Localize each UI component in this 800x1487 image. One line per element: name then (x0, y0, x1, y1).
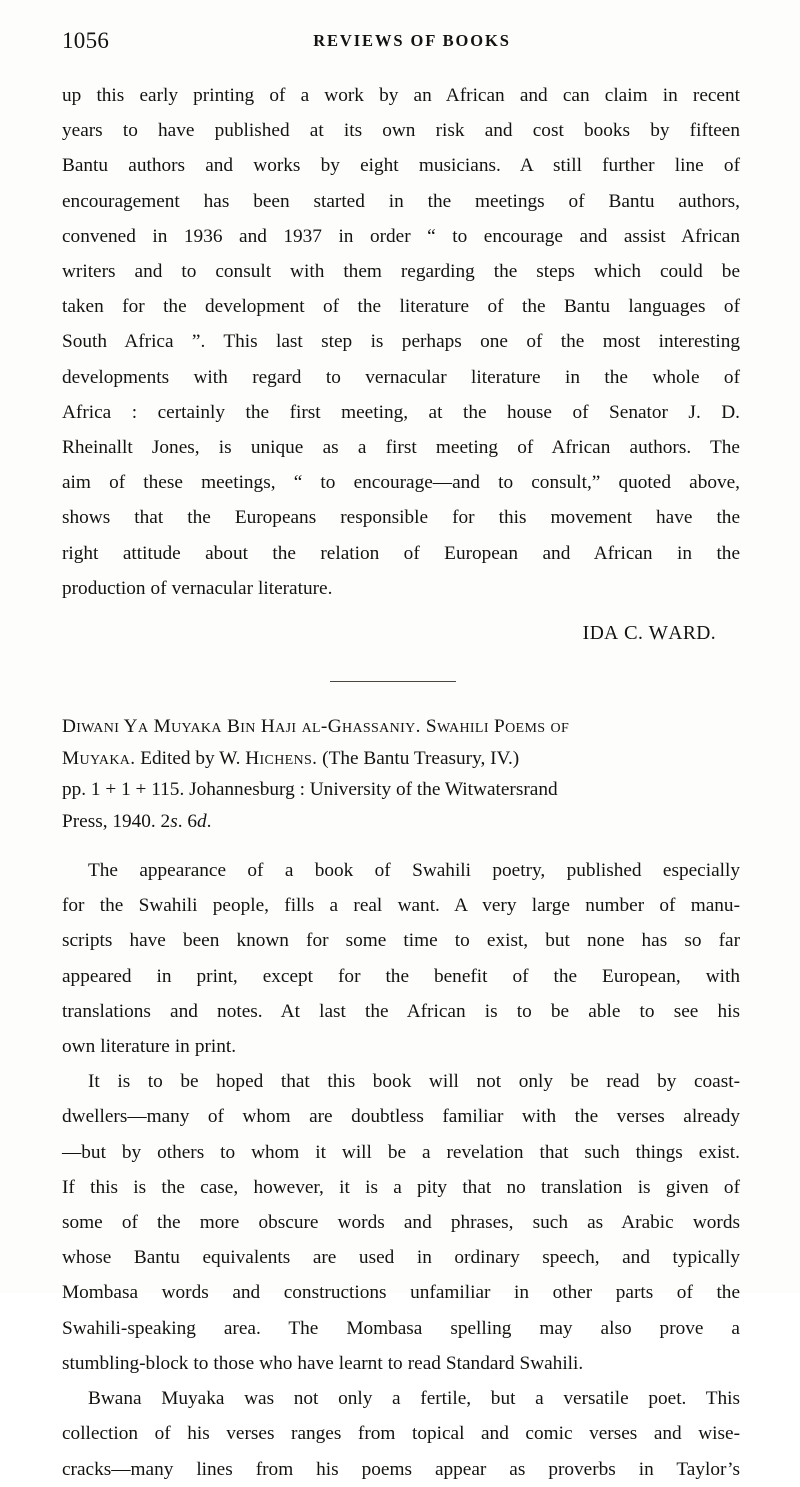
text-line: years to have published at its own risk and cost books by fifteen (62, 120, 740, 142)
running-head (62, 28, 738, 54)
text-line: appeared in print, except for the benefit of the European, with (62, 965, 740, 987)
citation-title-line: Diwani Ya Muyaka Bin Haji al-Ghassaniy. Swahili Poems of (62, 716, 570, 738)
citation-editor-line (62, 743, 740, 775)
text-line: scripts have been known for some time to exist, but none has so far (62, 930, 740, 952)
text-line: own literature in print. (62, 1036, 237, 1058)
citation-editor-name: Hichens. (245, 747, 318, 769)
text-line: production of vernacular literature. (62, 577, 333, 599)
text-line: for the Swahili people, fills a real want. A very large number of manu- (62, 895, 740, 917)
citation-edited-by: Edited by W. (135, 747, 246, 769)
text-block (62, 78, 740, 1487)
text-line: writers and to consult with them regarding the steps which could be (62, 261, 740, 283)
spacer (62, 837, 740, 853)
paragraph-continued (62, 78, 740, 606)
text-line: If this is the case, however, it is a pity that no translation is given of (62, 1176, 740, 1198)
price-separator: . 6 (177, 810, 197, 832)
text-line: stumbling-block to those who have learnt to read Standard Swahili. (62, 1352, 584, 1374)
book-citation-heading (62, 711, 740, 837)
text-line: some of the more obscure words and phrases, such as Arabic words (62, 1212, 740, 1234)
text-line: Swahili-speaking area. The Mombasa spelling may also prove a (62, 1317, 740, 1339)
signature-name-rest: . (638, 623, 644, 645)
reviewer-signature (62, 622, 740, 645)
text-line: convened in 1936 and 1937 in order “ to encourage and assist African (62, 225, 740, 247)
citation-imprint-line: pp. 1 + 1 + 115. Johannesburg : University of the Witwatersrand (62, 779, 558, 801)
text-line: shows that the Europeans responsible for this movement have the (62, 507, 740, 529)
text-line: aim of these meetings, “ to encourage—and to consult,” quoted above, (62, 472, 740, 494)
text-line: up this early printing of a work by an African and can claim in recent (62, 85, 740, 106)
text-line: collection of his verses ranges from topical and comic verses and wise- (62, 1423, 740, 1445)
price-shillings-unit: s (170, 810, 178, 832)
text-line: Bantu authors and works by eight musicians. A still further line of (62, 155, 740, 177)
citation-price-line (62, 806, 740, 838)
text-line: whose Bantu equivalents are used in ordinary speech, and typically (62, 1247, 740, 1269)
citation-title-cont: Muyaka. (62, 747, 136, 769)
text-line: It is to be hoped that this book will not only be read by coast- (88, 1071, 740, 1093)
page-number: 1056 (62, 28, 110, 53)
price-terminator: . (206, 810, 212, 832)
text-line: —but by others to whom it will be a revelation that such things exist. (62, 1141, 740, 1163)
citation-press-year: Press, 1940. 2 (62, 810, 171, 832)
text-line: right attitude about the relation of European and African in the (62, 542, 740, 564)
review-paragraph-1 (62, 853, 740, 1064)
text-line: South Africa ”. This last step is perhaps one of the most interesting (62, 331, 740, 353)
signature-initial: W (648, 622, 669, 645)
text-line: encouragement has been started in the meetings of Bantu authors, (62, 190, 740, 212)
review-paragraph-2 (62, 1064, 740, 1381)
text-line: developments with regard to vernacular literature in the whole of (62, 366, 740, 388)
divider-rule (330, 681, 456, 682)
text-line: dwellers—many of whom are doubtless familiar with the verses already (62, 1106, 740, 1128)
text-line: translations and notes. At last the African is to be able to see his (62, 1000, 740, 1022)
signature-initial: I (582, 622, 590, 645)
signature-name-rest: ARD. (668, 623, 716, 645)
signature-name-rest: DA (589, 623, 619, 645)
text-line: taken for the development of the literature of the Bantu languages of (62, 296, 740, 318)
text-line: Mombasa words and constructions unfamiliar in other parts of the (62, 1282, 740, 1304)
text-line: The appearance of a book of Swahili poetry, published especially (88, 860, 740, 882)
review-paragraph-3 (62, 1381, 740, 1487)
text-line: Rheinallt Jones, is unique as a first meeting of African authors. The (62, 437, 740, 459)
citation-series: (The Bantu Treasury, IV.) (317, 747, 520, 769)
signature-initial: C (623, 622, 639, 645)
price-pence-unit: d (197, 810, 207, 832)
text-line: cracks—many lines from his poems appear as proverbs in Taylor’s (62, 1458, 740, 1480)
section-divider (62, 669, 740, 689)
running-head-title: REVIEWS OF BOOKS (313, 31, 511, 50)
text-line: Bwana Muyaka was not only a fertile, but a versatile poet. This (88, 1388, 740, 1410)
text-line: Africa : certainly the first meeting, at the house of Senator J. D. (62, 401, 740, 423)
